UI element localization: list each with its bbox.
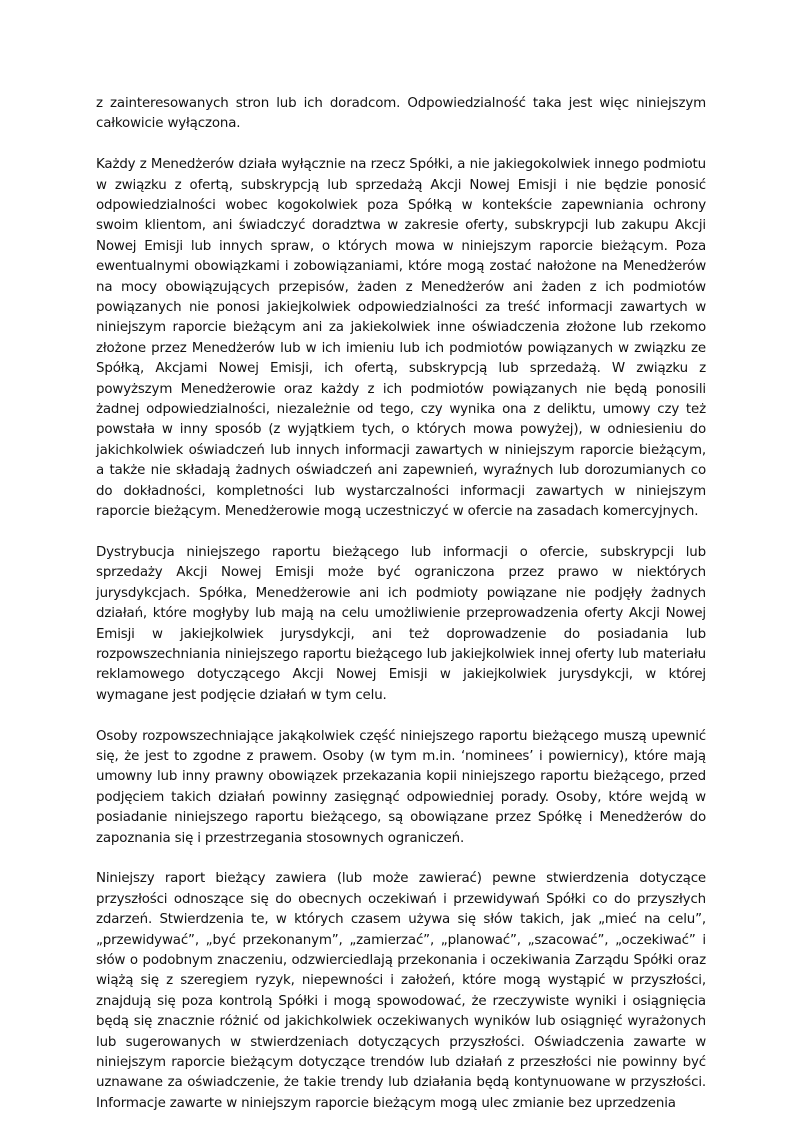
paragraph-managers-role: Każdy z Menedżerów działa wyłącznie na rzecz Spółki, a nie jakiegokolwiek innego podmiotu w związku z ofertą, subskrypcją lub sprzedażą Akcji Nowej Emisji i nie będzie ponosić odpowiedzialności wobec kogokolwiek poza Spółką w kontekście zapewniania ochrony swoim klientom, ani świadczyć doradztwa w zakresie oferty, subskrypcji lub zakupu Akcji Nowej Emisji lub innych spraw, o których mowa w niniejszym raporcie bieżącym. Poza ewentualnymi obowiązkami i zobowiązaniami, które mogą zostać nałożone na Menedżerów na mocy obowiązujących przepisów, żaden z Menedżerów ani żaden z ich podmiotów powiązanych nie ponosi jakiejkolwiek odpowiedzialności za treść informacji zawartych w niniejszym raporcie bieżącym ani za jakiekolwiek inne oświadczenia złożone lub rzekomo złożone przez Menedżerów lub w ich imieniu lub ich podmiotów powiązanych w związku ze Spółką, Akcjami Nowej Emisji, ich ofertą, subskrypcją lub sprzedażą. W związku z powyższym Menedżerowie oraz każdy z ich podmiotów powiązanych nie będą ponosili żadnej odpowiedzialności, niezależnie od tego, czy wynika ona z deliktu, umowy czy też powstała w inny sposób (z wyjątkiem tych, o których mowa powyżej), w odniesieniu do jakichkolwiek oświadczeń lub innych informacji zawartych w niniejszym raporcie bieżącym, a także nie składają żadnych oświadczeń ani zapewnień, wyraźnych lub dorozumianych co do dokładności, kompletności lub wystarczalności informacji zawartych w niniejszym raporcie bieżącym. Menedżerowie mogą uczestniczyć w ofercie na zasadach komercyjnych.: [96, 157, 706, 520]
paragraph-distribution-restrictions: Dystrybucja niniejszego raportu bieżącego lub informacji o ofercie, subskrypcji lub sprzedaży Akcji Nowej Emisji może być ograniczona przez prawo w niektórych jurysdykcjach. Spółka, Menedżerowie ani ich podmioty powiązane nie podjęły żadnych działań, które mogłyby lub mają na celu umożliwienie przeprowadzenia oferty Akcji Nowej Emisji w jakiejkolwiek jurysdykcji, ani też doprowadzenie do posiadania lub rozpowszechniania niniejszego raportu bieżącego lub jakiejkolwiek innej oferty lub materiału reklamowego dotyczącego Akcji Nowej Emisji w jakiejkolwiek jurysdykcji, w której wymagane jest podjęcie działań w tym celu.: [96, 544, 706, 703]
document-page: [96, 94, 706, 1135]
paragraph-liability-continued: z zainteresowanych stron lub ich doradcom. Odpowiedzialność taka jest więc niniejszym całkowicie wyłączona.: [96, 96, 706, 132]
paragraph-persons-distributing: Osoby rozpowszechniające jakąkolwiek część niniejszego raportu bieżącego muszą upewnić się, że jest to zgodne z prawem. Osoby (w tym m.in. ‘nominees’ i powiernicy), które mają umowny lub inny prawny obowiązek przekazania kopii niniejszego raportu bieżącego, przed podjęciem takich działań powinny zasięgnąć odpowiedniej porady. Osoby, które wejdą w posiadanie niniejszego raportu bieżącego, są obowiązane przez Spółkę i Menedżerów do zapoznania się i przestrzegania stosownych ograniczeń.: [96, 728, 706, 846]
paragraph-forward-looking-statements: Niniejszy raport bieżący zawiera (lub może zawierać) pewne stwierdzenia dotyczące przyszłości odnoszące się do obecnych oczekiwań i przewidywań Spółki co do przyszłych zdarzeń. Stwierdzenia te, w których czasem używa się słów takich, jak „mieć na celu”, „przewidywać”, „być przekonanym”, „zamierzać”, „planować”, „szacować”, „oczekiwać” i słów o podobnym znaczeniu, odzwierciedlają przekonania i oczekiwania Zarządu Spółki oraz wiążą się z szeregiem ryzyk, niepewności i założeń, które mogą wystąpić w przyszłości, znajdują się poza kontrolą Spółki i mogą spowodować, że rzeczywiste wyniki i osiągnięcia będą się znacznie różnić od jakichkolwiek oczekiwanych wyników lub osiągnięć wyrażonych lub sugerowanych w stwierdzeniach dotyczących przyszłości. Oświadczenia zawarte w niniejszym raporcie bieżącym dotyczące trendów lub działań z przeszłości nie powinny być uznawane za oświadczenie, że takie trendy lub działania będą kontynuowane w przyszłości. Informacje zawarte w niniejszym raporcie bieżącym mogą ulec zmianie bez uprzedzenia: [96, 871, 706, 1111]
